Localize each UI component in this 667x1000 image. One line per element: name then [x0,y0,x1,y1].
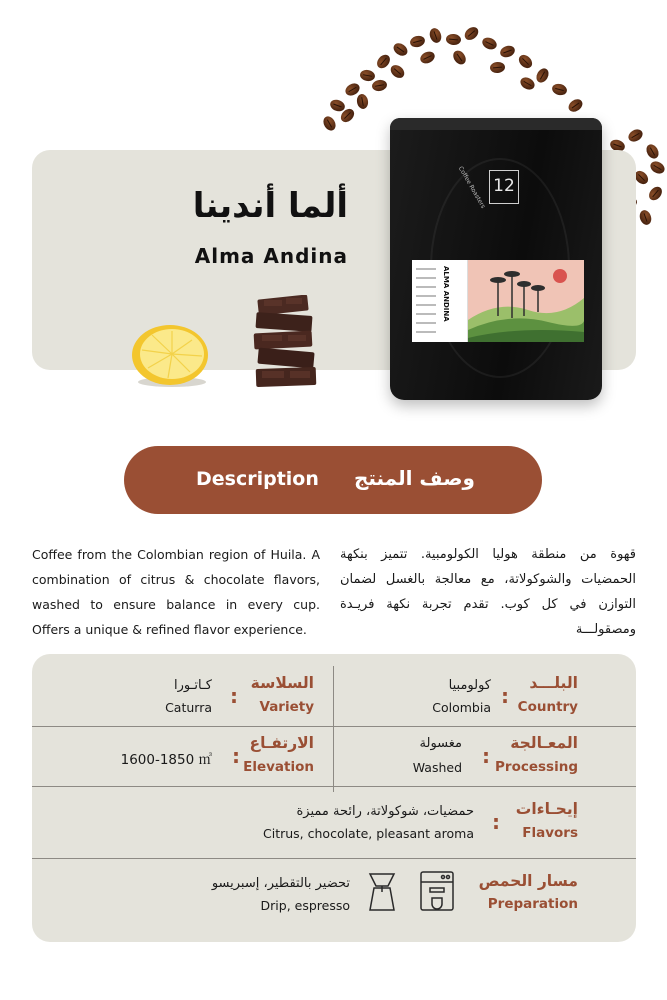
variety-value-en: Caturra [165,700,212,715]
coffee-bean-icon [418,49,436,65]
product-title-ar: ألما أندينا [192,186,348,226]
flavors-value-en: Citrus, chocolate, pleasant aroma [263,826,474,841]
coffee-bean-icon [451,48,469,67]
espresso-machine-icon [417,868,457,914]
description-banner [124,446,542,514]
coffee-bean-icon [371,79,388,92]
divider [333,666,334,792]
coffee-bean-icon [480,35,498,51]
bag-label-name: ALMA ANDINA [442,266,450,322]
variety-key-ar: السلاسة [250,674,314,692]
colon-separator: : [501,684,509,708]
coffee-bean-icon [644,142,661,160]
preparation-key-en: Preparation [487,896,578,912]
variety-value-ar: كـاتـورا [174,678,212,693]
coffee-bean-icon [516,52,534,70]
elevation-value: 1600-1850 ㎥ [120,752,212,768]
coffee-bean-icon [391,41,410,59]
coffee-bean-icon [566,97,585,115]
description-heading-ar: وصف المنتج [353,466,475,490]
coffee-bean-icon [534,66,551,84]
processing-key-en: Processing [495,759,578,775]
product-title-en: Alma Andina [194,244,348,268]
divider [32,858,636,859]
colon-separator: : [232,744,240,768]
country-key-ar: البلـــد [529,674,578,692]
processing-value-ar: مغسولة [419,736,462,751]
coffee-bean-icon [359,69,376,82]
lemon-icon [130,320,212,390]
flavors-key-ar: إيحـاءات [515,800,578,818]
specs-card [32,654,636,942]
preparation-key-ar: مسار الحمص [478,872,578,890]
preparation-value-en: Drip, espresso [260,898,350,913]
processing-value-en: Washed [412,760,462,775]
coffee-bean-icon [551,82,568,97]
colon-separator: : [230,684,238,708]
processing-key-ar: المعـالجة [510,734,578,752]
coffee-bean-icon [388,62,407,80]
country-value-en: Colombia [432,700,491,715]
coffee-bean-icon [462,24,481,42]
country-value-ar: كولومبيا [448,678,491,693]
coffee-bean-icon [446,33,462,45]
coffee-bean-icon [648,159,666,176]
coffee-bean-icon [356,93,369,110]
description-heading-en: Description [196,468,319,490]
landscape-illustration [468,260,584,342]
chocolate-icon [250,295,322,390]
brand-logo: 12 [489,170,519,204]
coffee-bean-icon [638,209,653,227]
flavors-key-en: Flavors [522,825,578,841]
bag-arc-text: Coffee Roasters [456,165,487,210]
coffee-bean-icon [321,114,338,132]
coffee-bean-icon [518,75,536,92]
coffee-bean-icon [428,27,443,45]
description-text-ar: قهوة من منطقة هوليا الكولومبية. تتميز بنكهة الحمضيات والشوكولاتة، مع معالجة بالغسل لضمان التوازن في كل كوب. تقدم تجربة نكهة فريـدة ومصقولـــة [340,547,636,637]
colon-separator: : [482,744,490,768]
preparation-value-ar: تحضير بالتقطير، إسبريسو [211,876,350,891]
description-text-en: Coffee from the Colombian region of Huila. A combination of citrus & chocolate flavors, washed to ensure balance in every cup. Offers a unique & refined flavor experience. [32,547,320,637]
drip-brewer-icon [364,868,400,914]
coffee-bag-image [390,118,602,400]
coffee-bean-icon [409,34,426,49]
colon-separator: : [492,810,500,834]
coffee-bean-icon [499,44,517,59]
divider [32,786,636,787]
coffee-bean-icon [490,61,506,73]
coffee-bean-icon [626,127,644,144]
coffee-bean-icon [646,184,664,203]
variety-key-en: Variety [259,699,314,715]
flavors-value-ar: حمضيات، شوكولاتة، رائحة مميزة [296,804,474,819]
elevation-key-ar: الارتفـاع [249,734,314,752]
divider [32,726,636,727]
bag-label [412,260,584,342]
country-key-en: Country [517,699,578,715]
elevation-key-en: Elevation [243,759,314,775]
